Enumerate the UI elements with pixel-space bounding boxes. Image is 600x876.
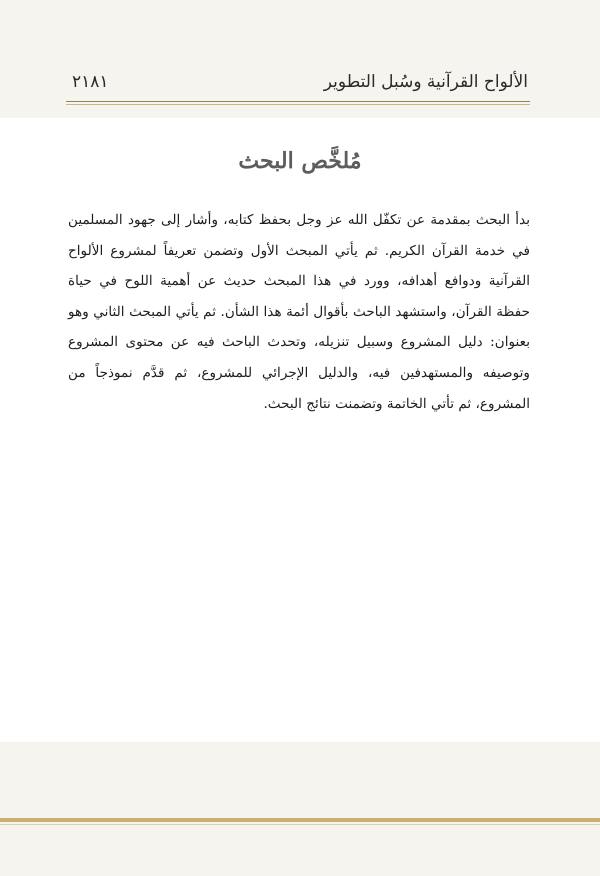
footer-divider-secondary bbox=[0, 824, 600, 825]
header-divider bbox=[66, 101, 530, 102]
header-divider-secondary bbox=[66, 104, 530, 105]
abstract-paragraph: بدأ البحث بمقدمة عن تكفّل الله عز وجل بحفظ كتابه، وأشار إلى جهود المسلمين في خدمة القرآن الكريم. ثم يأتي المبحث الأول وتضمن تعريفاً لمشروع الألواح القرآنية ودوافع أهدافه، وورد في هذا المبحث حديث عن أهمية اللوح في حياة حفظة القرآن، واستشهد الباحث بأقوال أئمة هذا الشأن. ثم يأتي المبحث الثاني وهو بعنوان: دليل المشروع وسبيل تنزيله، وتحدث الباحث فيه عن محتوى المشروع وتوصيفه والمستهدفين فيه، والدليل الإجرائي للمشروع، ثم قدَّم نموذجاً من المشروع، ثم تأتي الخاتمة وتضمنت نتائج البحث. bbox=[68, 212, 530, 412]
section-title: مُلخَّص البحث bbox=[238, 148, 362, 174]
footer-divider bbox=[0, 818, 600, 822]
running-header-title: الألواح القرآنية وسُبل التطوير bbox=[323, 72, 528, 92]
footer-band bbox=[0, 742, 600, 876]
page-number: ٢١٨١ bbox=[72, 72, 109, 92]
